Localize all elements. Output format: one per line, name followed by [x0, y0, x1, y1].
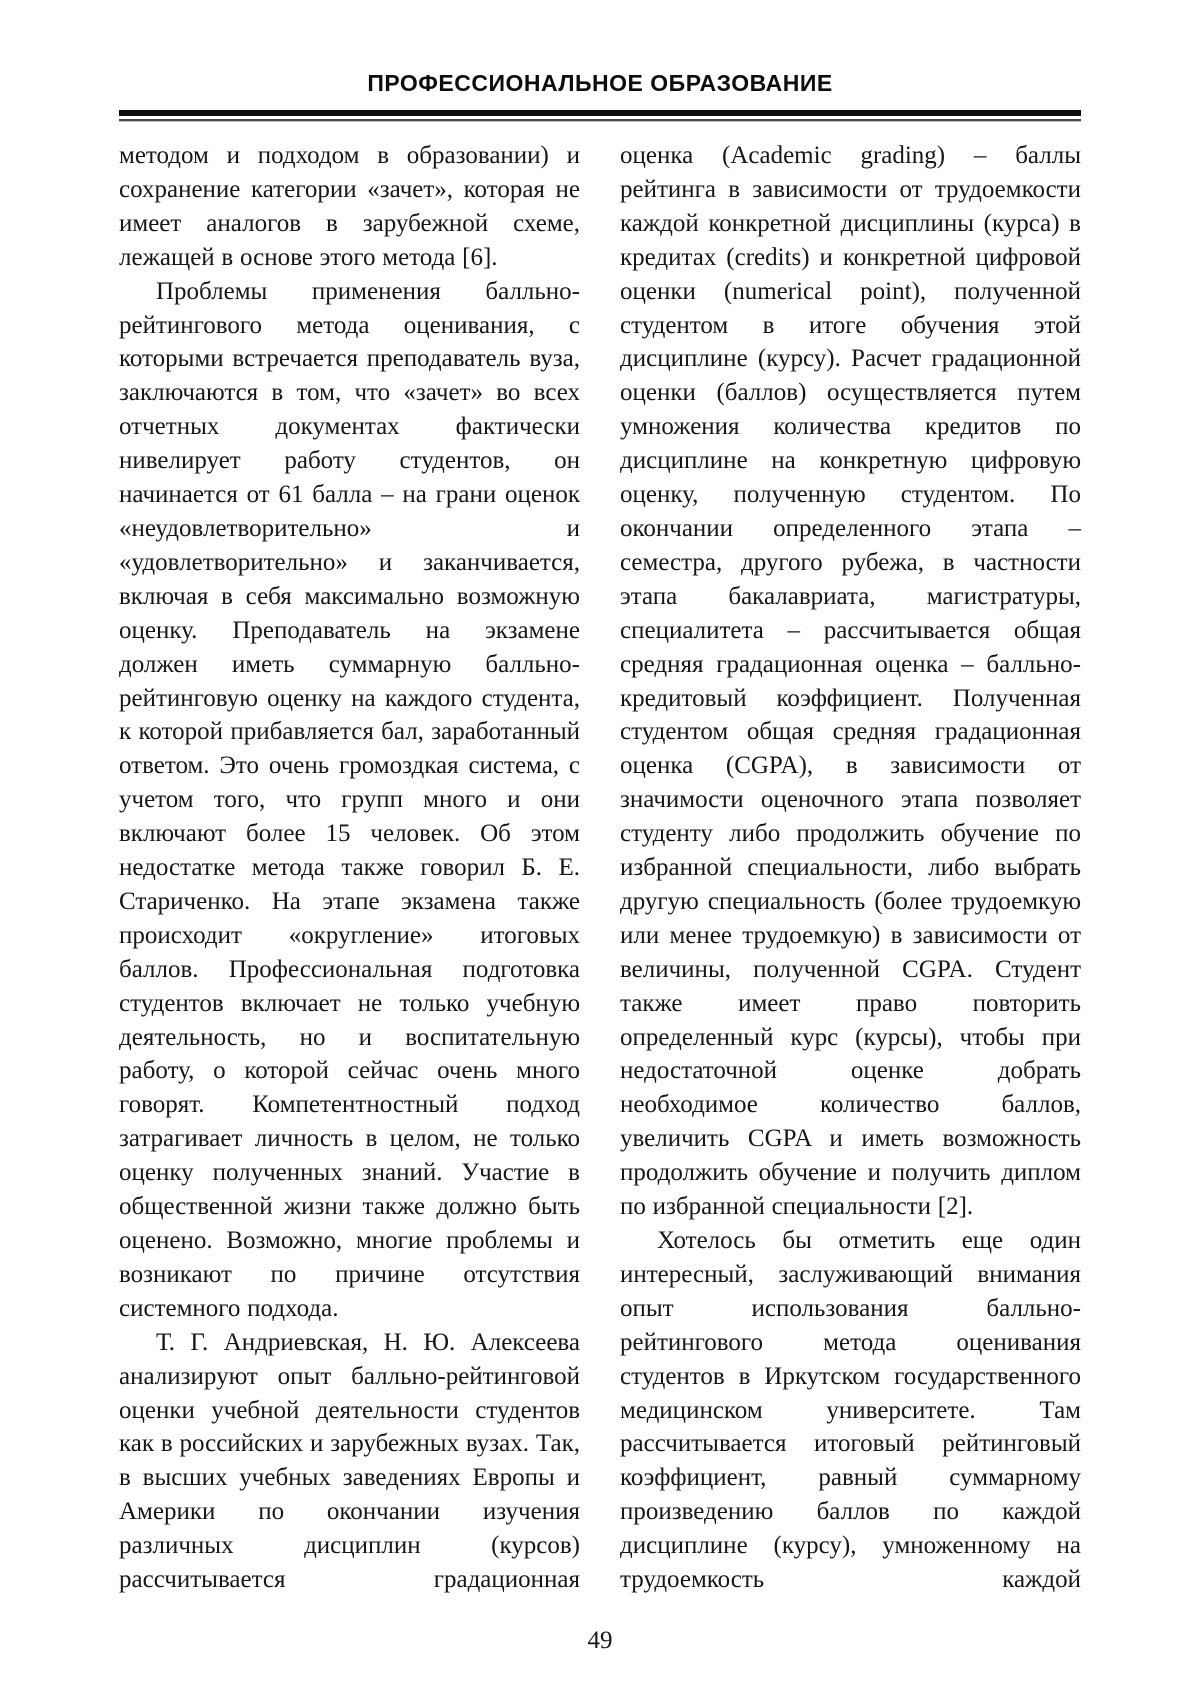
- two-column-text: [119, 139, 1081, 1597]
- paragraph: Проблемы применения балльно-рейтингового метода оценивания, с которыми встречается преподаватель вуза, заключаются в том, что «зачет» во всех отчетных документах фактически нивелирует работу студентов, он начинается от 61 балла – на грани оценок «неудовлетворительно» и «удовлетворительно» и заканчивается, включая в себя максимально возможную оценку. Преподаватель на экзамене должен иметь суммарную балльно-рейтинговую оценку на каждого студента, к которой прибавляется бал, заработанный ответом. Это очень громоздкая система, с учетом того, что групп много и они включают более 15 человек. Об этом недостатке метода также говорил Б. Е. Стариченко. На этапе экзамена также происходит «округление» итоговых баллов. Профессиональная подготовка студентов включает не только учебную деятельность, но и воспитательную работу, о которой сейчас очень много говорят. Компетентностный подход затрагивает личность в целом, не только оценку полученных знаний. Участие в общественной жизни также должно быть оценено. Возможно, многие проблемы и возникают по причине отсутствия системного подхода.: [119, 277, 580, 1322]
- header-rule-thin: [119, 119, 1081, 122]
- paragraph: методом и подходом в образовании) и сохранение категории «зачет», которая не имеет аналогов в зарубежной схеме, лежащей в основе этого метода [6].: [119, 142, 580, 271]
- paragraph: оценка (Academic grading) – баллы рейтинга в зависимости от трудоемкости каждой конкретной дисциплины (курса) в кредитах (credits) и конкретной цифровой оценки (numerical point), полученной студентом в итоге обучения этой дисциплине (курсу). Расчет градационной оценки (баллов) осуществляется путем умножения количества кредитов по дисциплине на конкретную цифровую оценку, полученную студентом. По окончании определенного этапа – семестра, другого рубежа, в частности этапа бакалавриата, магистратуры, специалитета – рассчитывается общая средняя градационная оценка – балльно-кредитовый коэффициент. Полученная студентом общая средняя градационная оценка (CGPA), в зависимости от значимости оценочного этапа позволяет студенту либо продолжить обучение по избранной специальности, либо выбрать другую специальность (более трудоемкую или менее трудоемкую) в зависимости от величины, полученной CGPA. Студент также имеет право повторить определенный курс (курсы), чтобы при недостаточной оценке добрать необходимое количество баллов, увеличить CGPA и иметь возможность продолжить обучение и получить диплом по избранной специальности [2].: [620, 142, 1081, 1221]
- left-column: [119, 139, 580, 1597]
- page-number: 49: [587, 1626, 613, 1654]
- page-content: [119, 70, 1081, 1655]
- paragraph: Хотелось бы отметить еще один интересный, заслуживающий внимания опыт использования балльно-рейтингового метода оценивания студентов в Иркутском государственного медицинском университете. Там рассчитывается итоговый рейтинговый коэффициент, равный суммарному произведению баллов по каждой дисциплине (курсу), умноженному на трудоемкость каждой: [620, 1227, 1081, 1594]
- header-rule-thick: [119, 110, 1081, 116]
- right-column: [620, 139, 1081, 1597]
- paragraph: Т. Г. Андриевская, Н. Ю. Алексеева анализируют опыт балльно-рейтинговой оценки учебной деятельности студентов как в российских и зарубежных вузах. Так, в высших учебных заведениях Европы и Америки по окончании изучения различных дисциплин (курсов) рассчитывается градационная: [119, 1328, 580, 1594]
- running-head-title: ПРОФЕССИОНАЛЬНОЕ ОБРАЗОВАНИЕ: [367, 70, 833, 96]
